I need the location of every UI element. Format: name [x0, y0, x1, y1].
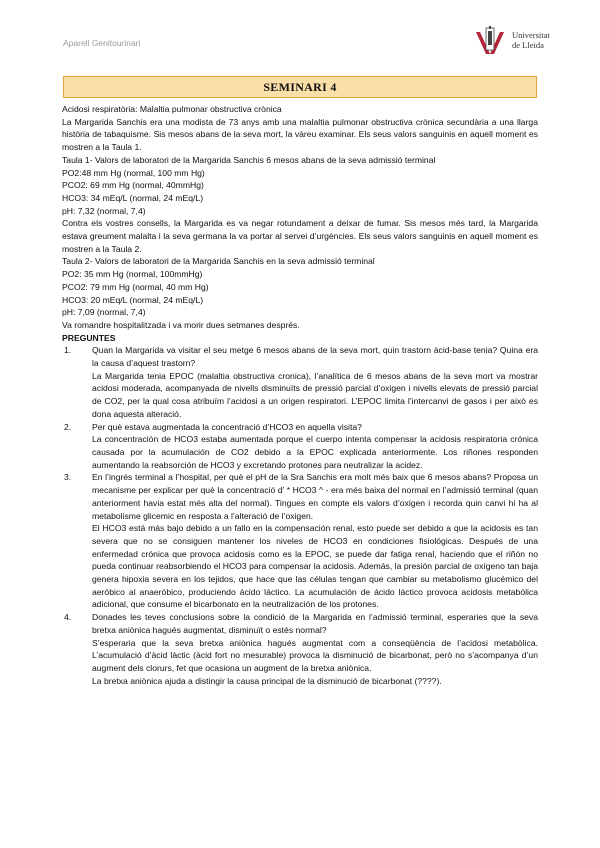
table1-row: PCO2: 69 mm Hg (normal, 40mmHg) — [62, 180, 204, 191]
question-item — [62, 344, 538, 420]
table2-row: HCO3: 20 mEq/L (normal, 24 mEq/L) — [62, 294, 204, 305]
question-number: 2. — [64, 421, 72, 432]
question-item — [62, 611, 538, 687]
question-item — [62, 421, 538, 472]
table2-row: PCO2: 79 mm Hg (normal, 40 mm Hg) — [62, 281, 209, 292]
question-text: Per què estava augmentada la concentració d’HCO3 en aquella visita? — [92, 421, 362, 432]
case-paragraph: La Margarida Sanchis era una modista de 73 anys amb una malaltia pulmonar obstructiva crònica secundària a una llarga història de tabaquisme. Sis mesos abans de la seva mort, la vàreu examinar. Els seus valors sanguinis en aquell moment es mostren a la Taula 1. — [62, 116, 538, 153]
question-text: Donades les teves conclusions sobre la condició de la Margarida en l’admissió terminal, esperaries que la seva bretxa aniònica hagués augmentat, disminuït o estés normal? — [92, 612, 538, 635]
university-emblem-icon — [472, 24, 508, 58]
table2-title: Taula 2- Valors de laboratori de la Margarida Sanchis en la seva admissió terminal — [62, 256, 375, 267]
question-number: 1. — [64, 345, 72, 356]
answer-text: La concentración de HCO3 estaba aumentada porque el cuerpo intenta compensar la acidosis respiratoria crónica causada por la acumulación de CO2 debido a la EPOC explicada anteriormente. Los riñones responden aumentando la reabsorción de HCO3 y excretando protones para neutralizar la acidez. — [92, 434, 538, 470]
university-logo — [472, 24, 564, 58]
question-text: En l’ingrés terminal a l’hospital, per què el pH de la Sra Sanchis era molt més baix que 6 mesos abans? Proposa un mecanisme per explicar per què la concentració d’ * HCO3 ^ - era més baixa del normal en l’admissió terminal (quan anteriorment havia estat més alta del normal). Tingues en compte els valors d’oxigen i recorda quin canvi hi ha al metabolisme glicemic en resposta a l’alteració de l’oxigen. — [92, 472, 538, 521]
question-text: Quan la Margarida va visitar el seu metge 6 mesos abans de la seva mort, quin trastorn àcid-base tenia? Quina era la causa d’aquest trastorn? — [92, 345, 538, 369]
table1-row: pH: 7,32 (normal, 7,4) — [62, 205, 146, 216]
question-number: 4. — [64, 612, 72, 623]
table1-title: Taula 1- Valors de laboratori de la Margarida Sanchis 6 mesos abans de la seva admissió terminal — [62, 154, 436, 165]
case-paragraph: Contra els vostres consells, la Margarida es va negar rotundament a deixar de fumar. Sis mesos més tard, la Margarida estava greument malalta i la seva germana la va portar al servei d’urgències. Els seus valors sanguinis en aquell moment es mostren a la Taula 2. — [62, 218, 538, 254]
answer-text: La bretxa aniònica ajuda a distingir la causa principal de la disminució de bicarbonat (????). — [92, 675, 442, 686]
seminar-title: SEMINARI 4 — [263, 79, 337, 94]
questions-heading: PREGUNTES — [62, 332, 116, 343]
case-subtitle: Acidosi respiratòria: Malaltia pulmonar obstructiva crònica — [62, 104, 282, 114]
answer-text: El HCO3 está más bajo debido a un fallo en la compensación renal, esto puede ser debido a que la acidosis es tan severa que no se consiguen mantener los niveles de HCO3 en condiciones fisiológicas. Después de una enfermedad crónica que provoca acidosis como es la EPOC, se puede dar fatiga renal, haciendo que el riñón no pueda continuar reabsorbiendo el HCO3 para compensar la acidosis. Además, la presión parcial de oxígeno tan baja genera hipoxia severa en los tejidos, que hace que las células tengan que cambiar su metabolismo glucémico del aeróbico al anaeróbico, produciendo ácido láctico. La acumulación de ácido láctico provoca acidosis metabólica adicional, que consume el bicarbonato en la neutralización de los protones. — [92, 523, 538, 610]
table2-row: PO2: 35 mm Hg (normal, 100mmHg) — [62, 269, 203, 280]
table2-row: pH: 7,09 (normal, 7,4) — [62, 307, 146, 318]
seminar-title-box — [63, 76, 537, 98]
table1-row: PO2:48 mm Hg (normal, 100 mm Hg) — [62, 167, 205, 178]
question-number: 3. — [64, 472, 72, 483]
table1-row: HCO3: 34 mEq/L (normal, 24 mEq/L) — [62, 192, 204, 203]
university-name: Universitat de Lleida — [512, 30, 550, 50]
question-item — [62, 471, 538, 611]
answer-text: La Margarida tenia EPOC (malaltia obstructiva cronica), l’analítica de 6 mesos abans de la seva mort va mostrar acidosi moderada, acompanyada de nivells disminuïts de pressió parcial d’oxigen i nivells elevats de pressió parcial de CO2, per la qual cosa atribuïm l’acidosi a un origen respiratori. L’EPOC limita l’intercanvi de gasos i per això es dona aquesta alteració. — [92, 370, 538, 419]
case-closing: Va romandre hospitalitzada i va morir dues setmanes després. — [62, 319, 300, 330]
answer-text: S’esperaria que la seva bretxa aniònica hagués augmentat com a conseqüència de l’acidosi metabòlica. L’acumulació d’àcid làctic (àcid fort no mesurable) provoca la disminució de bicarbonat, però no s’acompanya d’un augment dels clorurs, fet que ocasiona un augment de la bretxa aniònica. — [92, 637, 538, 673]
document-body — [62, 103, 538, 687]
header-course-name: Aparell Genitourinari — [63, 38, 141, 48]
